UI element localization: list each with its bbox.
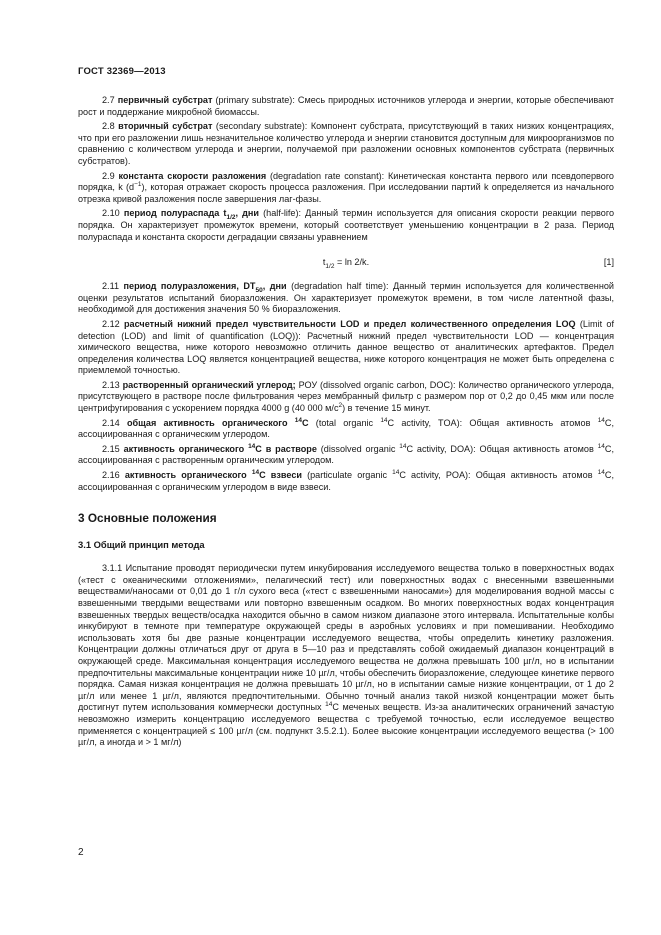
page-content bbox=[78, 95, 614, 749]
term: период полураспада $t_{1/2}$, дни bbox=[123, 208, 260, 222]
subsection-title: 3.1 Общий принцип метода bbox=[78, 539, 205, 551]
clause-number: 2.9 bbox=[102, 170, 115, 181]
clause-number: 2.14 bbox=[102, 417, 120, 428]
definition-2-15 bbox=[78, 444, 614, 467]
equation-number: [1] bbox=[603, 257, 614, 268]
term-english: (particulate organic $^{14}$C activity, POA): bbox=[301, 469, 476, 481]
term-english: (primary substrate): bbox=[212, 95, 298, 105]
definition-text: ) в течение 15 минут. bbox=[342, 403, 431, 414]
definition-2-9 bbox=[78, 171, 614, 206]
clause-number: 3.1.1 bbox=[102, 563, 123, 574]
term-english: РОУ (dissolved organic carbon, DOC): bbox=[295, 379, 459, 390]
clause-number: 2.13 bbox=[102, 379, 120, 390]
clause-number: 2.7 bbox=[102, 95, 115, 105]
paragraph-text: С меченых веществ. Из-за аналитических ограничений зачастую невозможно измерить концентрацию исследуемого вещества с требуемой точностью, если исследуемое вещество применяется с концентрацией ≤ 100 µг/л (см. подпункт 3.5.2.1). Более высокие концентрации исследуемого вещества (> 100 µг/л, а иногда и > 1 мг/л) bbox=[78, 702, 614, 748]
clause-number: 2.12 bbox=[102, 318, 120, 329]
section-title: 3 Основные положения bbox=[78, 511, 217, 526]
term-english: (secondary substrate): bbox=[212, 121, 311, 132]
definition-2-7 bbox=[78, 95, 614, 118]
clause-number: 2.8 bbox=[102, 121, 115, 132]
definition-text: Общая активность атомов bbox=[475, 470, 598, 481]
term-english: (total organic $^{14}$C activity, TOA): bbox=[308, 416, 470, 428]
term: расчетный нижний предел чувствительности LOD и предел количественного определения LOQ bbox=[123, 318, 576, 329]
clause-number: 2.11 bbox=[102, 281, 120, 292]
equation-1 bbox=[78, 257, 614, 271]
document-header: ГОСТ 32369—2013 bbox=[78, 66, 166, 77]
equation: $t_{1/2} = \ln 2/k$. bbox=[322, 257, 370, 270]
definition-2-16 bbox=[78, 470, 614, 493]
definition-text: ), которая отражает скорость процесса разложения. При исследовании партий k определяется из начального отрезка кривой разложения после завершения лаг-фазы. bbox=[78, 182, 614, 204]
term: первичный субстрат bbox=[117, 95, 213, 105]
term-english: (degradation half time): bbox=[286, 281, 394, 292]
superscript: 2 bbox=[338, 402, 343, 410]
term-english: (half-life): bbox=[259, 208, 306, 219]
definition-2-11 bbox=[78, 281, 614, 316]
superscript: −1 bbox=[134, 181, 142, 189]
definition-text: Компонент субстрата, присутствующий в таких низких концентрациях, что при его разложении лишь незначительное количество углерода и энергии становится доступным для микроорганизмов по сравнению с количеством углерода и энергии, получаемой при разложении основных компонентов субстрата (первичных субстратов). bbox=[78, 121, 615, 166]
definition-2-14 bbox=[78, 418, 614, 441]
definition-text: Смесь природных источников углерода и энергии, которые обеспечивают рост и поддержание микробной биомассы. bbox=[78, 95, 614, 117]
term: активность органического $^{14}$С взвеси bbox=[124, 469, 302, 481]
definition-text: Количество органического углерода, присутствующего в растворе после фильтрования через мембранный фильтр с размером пор от 0,2 до 0,45 мкм или после центрифугирования с ускорением порядка 4000 g (40 000 м/с bbox=[78, 379, 614, 414]
term: вторичный субстрат bbox=[118, 121, 213, 132]
superscript: 14 bbox=[597, 442, 605, 450]
page-number: 2 bbox=[78, 847, 84, 858]
definition-text: Данный термин используется для описания скорости реакции первого порядка. Он характеризует промежуток времени, который соответствует уменьшению концентрации в 2 раза. Период полураспада и константа скорости деградации связаны уравнением bbox=[78, 208, 615, 242]
clause-number: 2.10 bbox=[102, 208, 120, 219]
term-english: (degradation rate constant): bbox=[266, 170, 388, 181]
definition-text: Общая активность атомов bbox=[479, 443, 598, 454]
definition-2-10 bbox=[78, 208, 614, 243]
definition-text: С, ассоциированная с органическим углеродом в виде взвеси. bbox=[78, 470, 614, 492]
paragraph-3-1-1 bbox=[78, 563, 614, 749]
term: константа скорости разложения bbox=[118, 170, 267, 181]
paragraph-text: Испытание проводят периодически путем инкубирования исследуемого вещества только в поверхностных водах («тест с океаническими отложениями», пелагический тест) или поверхностных водах с внесенными взвешенными веществами/наносами от 0,01 до 1 г/л сухого веса («тест с взвешенными наносами») для моделирования водной массы с взвешенными твердыми веществами или повторно взвешенным осадком. Во многих поверхностных водах концентрация взвешенных твердых веществ/осадка находится обычно в самом низком диапазоне этого интервала. Испытательные колбы инкубируют в темноте при температуре окружающей среды в аэробных условиях и при помешивании. Необходимо использовать хотя бы две разные концентрации исследуемого вещества, чтобы определить кинетику разложения. Концентрации должны отличаться друг от друга в 5—10 раз и представлять собой ожидаемый диапазон концентраций в окружающей среде. Максимальная концентрация исследуемого вещества не должна превышать 100 µг/л, но в испытании предпочтительны максимальные концентрации ниже 10 µг/л, чтобы обеспечить биоразложение, следующее кинетике первого порядка. Самая низкая концентрация не должна превышать 10 µг/л, но в испытании самые низкие концентрации, от 1 до 2 µг/л или менее 1 µг/л, являются предпочтительными. Обычно точный анализ такой низкой концентрации может быть достигнут путем использования коммерчески доступных bbox=[78, 563, 615, 713]
term: общая активность органического $^{14}$С bbox=[126, 416, 309, 428]
term: период полуразложения, $DT_{50}$, дни bbox=[123, 281, 287, 294]
definition-2-13 bbox=[78, 380, 614, 415]
definition-text: Кинетическая константа первого или псевдопервого порядка, k (d bbox=[78, 170, 614, 193]
definition-text: Общая активность атомов bbox=[469, 417, 598, 428]
definition-2-8 bbox=[78, 121, 614, 167]
definition-text: Данный термин используется для количественной оценки результатов испытаний биоразложения. Он характеризует промежуток времени, в том числе латентной фазы, необходимой для достижения значения 50 % биоразложения. bbox=[78, 281, 614, 315]
superscript: 14 bbox=[597, 469, 605, 476]
superscript: 14 bbox=[325, 701, 333, 709]
clause-number: 2.16 bbox=[102, 470, 120, 481]
superscript: 14 bbox=[597, 416, 605, 424]
term: растворенный органический углерод; bbox=[122, 379, 296, 390]
definition-text: С, ассоциированная с растворенным органическим углеродом. bbox=[78, 443, 614, 466]
term-english: (Limit of detection (LOD) and limit of quantification (LOQ)): bbox=[78, 318, 614, 341]
clause-number: 2.15 bbox=[102, 443, 120, 454]
term: активность органического $^{14}$С в растворе bbox=[123, 442, 317, 454]
definition-2-12 bbox=[78, 319, 614, 377]
definition-text: С, ассоциированная с органическим углеродом. bbox=[78, 417, 615, 440]
term-english: (dissolved organic $^{14}$C activity, DOA): bbox=[316, 442, 480, 454]
definition-text: Расчетный нижний предел чувствительности LOD — концентрация химического вещества, ниже которого невозможно отличить данное вещество от аналитических артефактов. Предел определения количества LOQ является концентрацией вещества, ниже которого концентрация не может быть определена с приемлемой точностью. bbox=[78, 330, 614, 376]
